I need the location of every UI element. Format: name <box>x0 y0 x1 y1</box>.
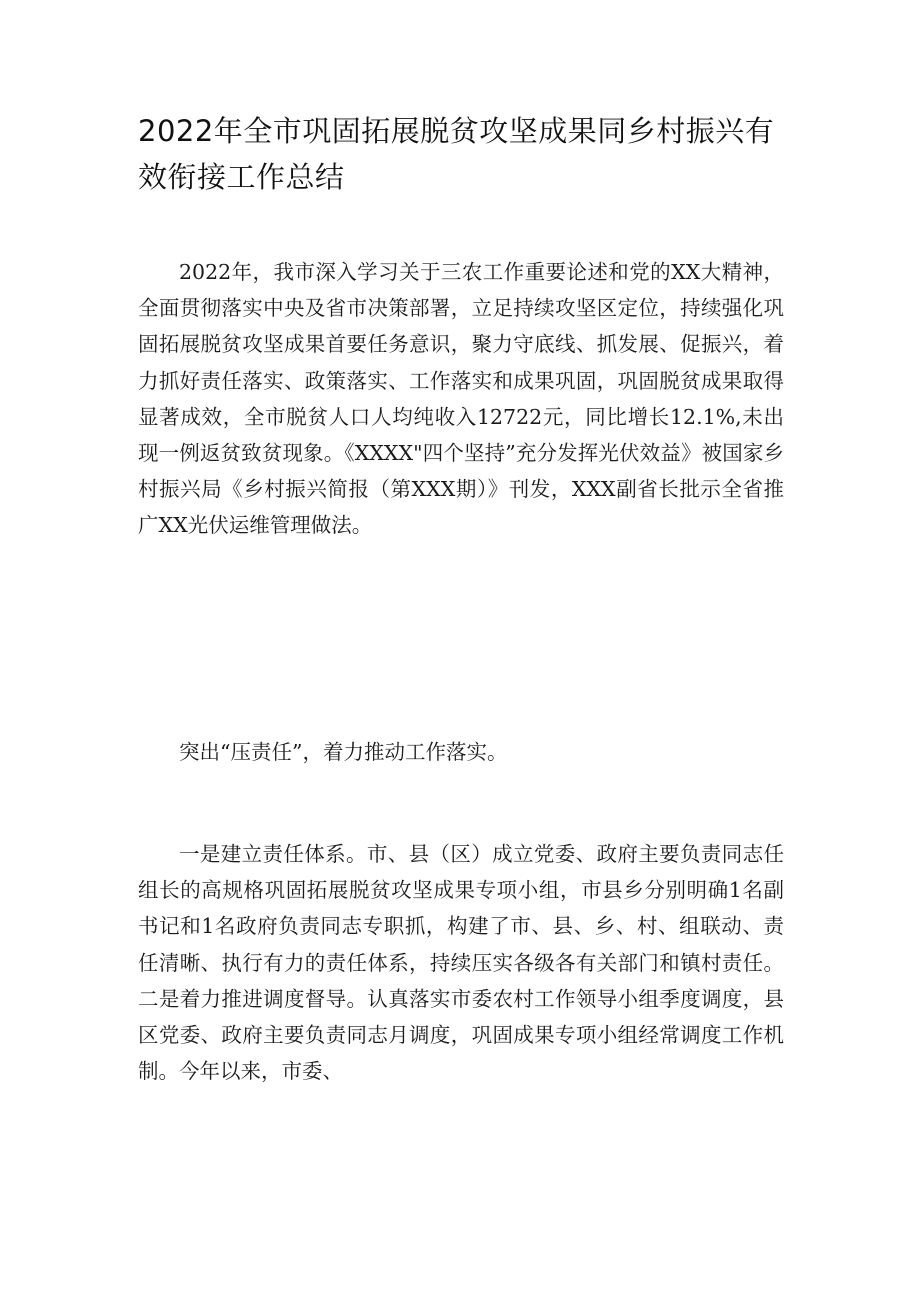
document-title: 2022年全市巩固拓展脱贫攻坚成果同乡村振兴有效衔接工作总结 <box>138 114 775 194</box>
paragraph-section-heading: 突出“压责任”，着力推动工作落实。 <box>179 740 508 764</box>
paragraph-overview: 2022年，我市深入学习关于三农工作重要论述和党的XX大精神，全面贯彻落实中央及省市决策部署，立足持续攻坚区定位，持续强化巩固拓展脱贫攻坚成果首要任务意识，聚力守底线、抓发展、促振兴，着力抓好责任落实、政策落实、工作落实和成果巩固，巩固脱贫成果取得显著成效，全市脱贫人口人均纯收入12722元，同比增长12.1%,未出现一例返贫致贫现象。《XXXX"四个坚持”充分发挥光伏效益》被国家乡村振兴局《乡村振兴简报（第XXX期）》刊发，XXX副省长批示全省推广XX光伏运维管理做法。 <box>138 260 784 538</box>
paragraph-responsibility-system: 一是建立责任体系。市、县（区）成立党委、政府主要负责同志任组长的高规格巩固拓展脱贫攻坚成果专项小组，市县乡分别明确1名副书记和1名政府负责同志专职抓，构建了市、县、乡、村、组联动、责任清晰、执行有力的责任体系，持续压实各级各有关部门和镇村责任。二是着力推进调度督导。认真落实市委农村工作领导小组季度调度，县区党委、政府主要负责同志月调度，巩固成果专项小组经常调度工作机制。今年以来，市委、 <box>138 842 784 1084</box>
